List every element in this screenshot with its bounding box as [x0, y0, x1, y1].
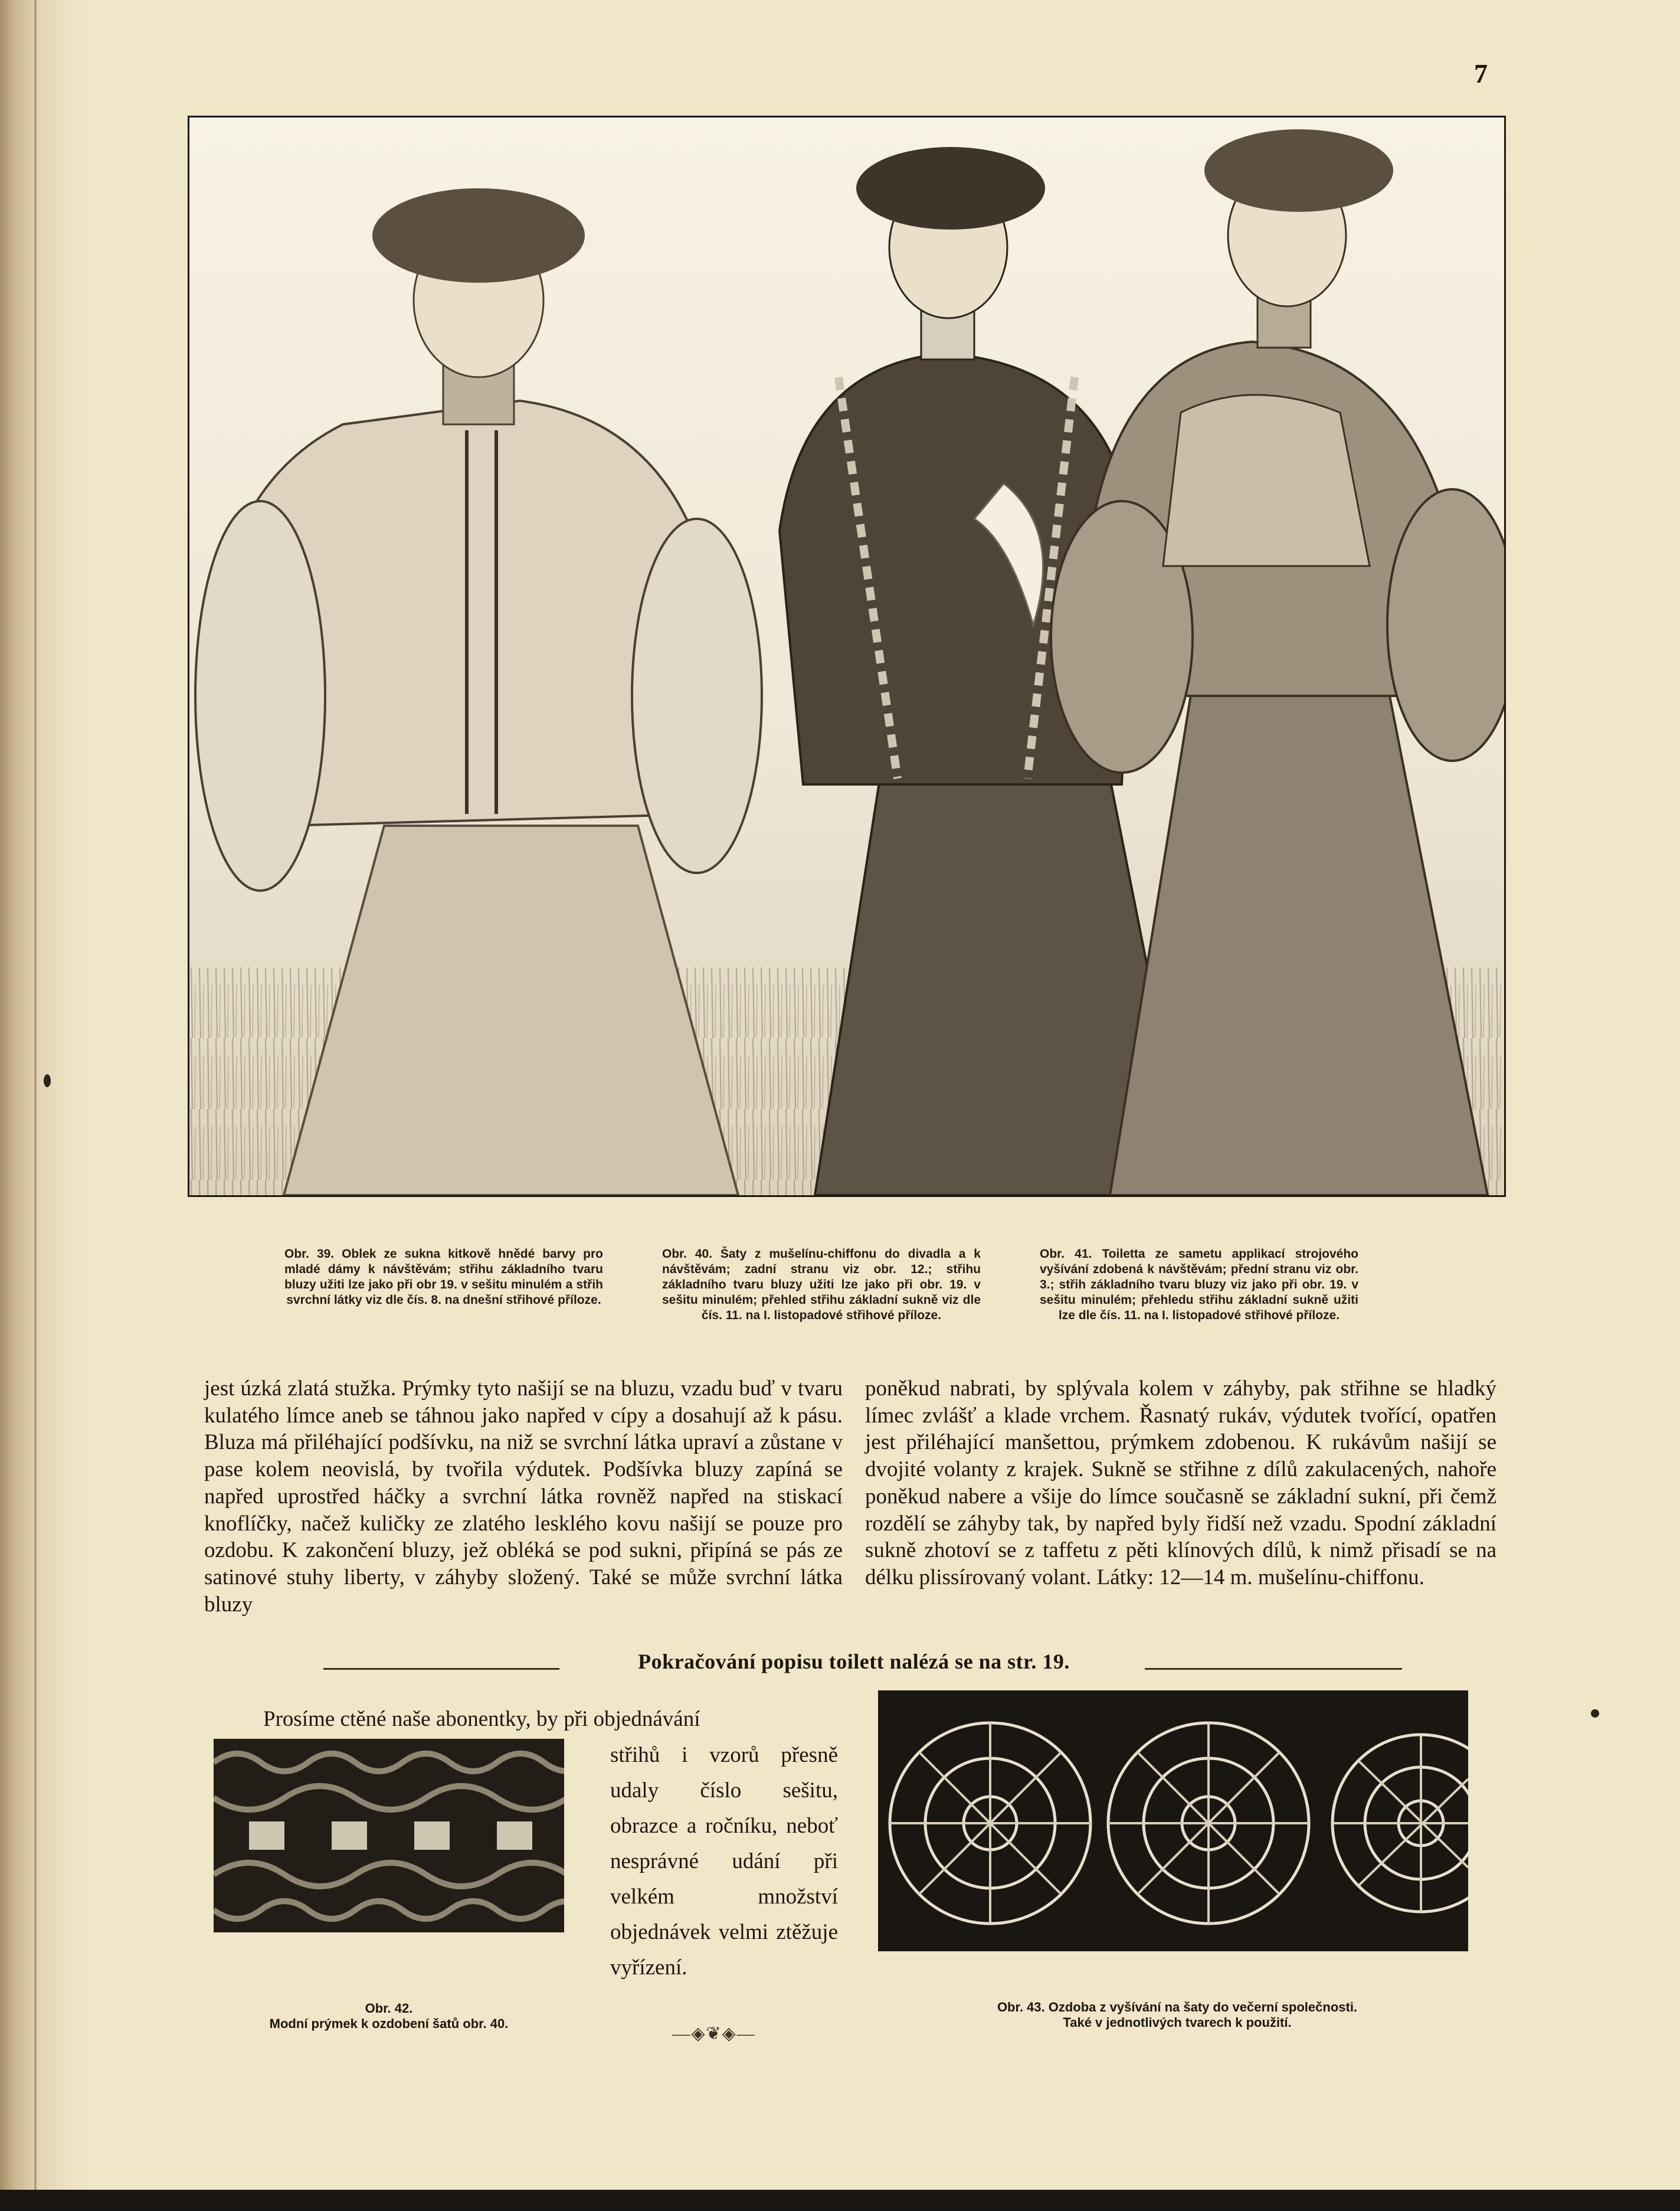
page-bottom-edge: [0, 2190, 1680, 2211]
caption-fig-43: [885, 2000, 1469, 2030]
three-ladies-illustration: [189, 117, 1504, 1195]
ink-speck: [44, 1074, 51, 1087]
caption-fig-42-number: Obr. 42.: [365, 2001, 413, 2016]
page-number: 7: [1474, 58, 1488, 89]
caption-fig-43-line2: Také v jednotlivých tvarech k použití.: [1063, 2015, 1292, 2030]
caption-fig-40: Obr. 40. Šaty z mušelínu-chiffonu do divadla a k návštěvám; zadní stranu viz obr. 12.; střihu základního tvaru bluzy užiti lze jako při obr. 19. v sešitu minulém; přehled střihu základní sukně viz dle čís. 11. na I. listopadové střihové příloze.: [662, 1247, 981, 1322]
binding-crease: [34, 0, 37, 2211]
caption-fig-42: [214, 2001, 564, 2032]
caption-fig-41: Obr. 41. Toiletta ze sametu applikací strojového vyšívání zdobená k návštěvám; přední stranu viz obr. 3.; střih základního tvaru bluzy viz jako při obr. 19. v sešitu minulém; přehledu střihu základní sukně užiti lze dle čís. 11. na I. listopadové střihové příloze.: [1040, 1247, 1358, 1322]
divider-rule-left: [323, 1668, 559, 1670]
caption-fig-39: Obr. 39. Oblek ze sukna kitkově hnědé barvy pro mladé dámy k návštěvám; střihu základního tvaru bluzy užiti lze jako při obr 19. v sešitu minulém a střih svrchní látky viz dle čís. 8. na dnešní střihové příloze.: [284, 1247, 603, 1307]
braid-pattern: [214, 1739, 564, 1932]
lace-embroidery-image: [878, 1690, 1468, 1951]
subscriber-notice-text: střihů i vzorů přesně udaly číslo sešitu, obrazce a ročníku, neboť nesprávné udání při velkém množství objednávek velmi ztěžuje vyřízení.: [610, 1743, 838, 1980]
braid-trim-image: [214, 1739, 564, 1932]
lace-rosettes: [878, 1690, 1468, 1951]
article-column-left: jest úzká zlatá stužka. Prýmky tyto našijí se na bluzu, vzadu buď v tvaru kulatého límce aneb se táhnou jako napřed v cípy a dosahují až k pásu. Bluza má přiléhající podšívku, na niž se svrchní látka upraví a zůstane v pase kolem neovislá, by tvořila výdutek. Podšívka bluzy zapíná se napřed uprostřed háčky a svrchní látka rovněž napřed na stiskací knoflíčky, načež kuličky ze zlatého lesklého kovu našijí se pouze pro ozdobu. K zakončení bluzy, jež obléká se pod sukni, připíná se pás ze satinové stuhy liberty, v záhyby složený. Také se může svrchní látka bluzy: [204, 1376, 843, 1617]
book-spine-shadow: [0, 0, 89, 2211]
caption-fig-43-line1: Obr. 43. Ozdoba z vyšívání na šaty do večerní společnosti.: [997, 2000, 1358, 2014]
closing-ornament: —◈❦◈—: [672, 2024, 756, 2043]
ink-speck: [1591, 1709, 1599, 1718]
divider-rule-right: [1145, 1668, 1402, 1670]
article-column-right: poněkud nabrati, by splývala kolem v záhyby, pak střihne se hladký límec zvlášť a klade vrchem. Řasnatý rukáv, výdutek tvořící, opatřen jest přiléhající manšettou, prýmkem zdobenou. K rukávům našijí se dvojité volanty z krajek. Sukně se střihne z dílů zakulacených, nahoře poněkud nabere a všije do límce současně se základní sukní, při čemž rozdělí se záhyby tak, by napřed byly řidší než vzadu. Spodní základní sukně zhotoví se z taffetu z pěti klínových dílů, k nimž přisadí se na délku plissírovaný volant. Látky: 12—14 m. mušelínu-chiffonu.: [865, 1376, 1496, 1589]
fashion-plate-illustration: [188, 116, 1506, 1197]
subscriber-notice-first-line: Prosíme ctěné naše abonentky, by při objednávání: [263, 1707, 700, 1731]
continuation-notice: Pokračování popisu toilett nalézá se na str. 19.: [638, 1650, 1070, 1673]
caption-fig-42-text: Modní prýmek k ozdobení šatů obr. 40.: [269, 2016, 509, 2031]
